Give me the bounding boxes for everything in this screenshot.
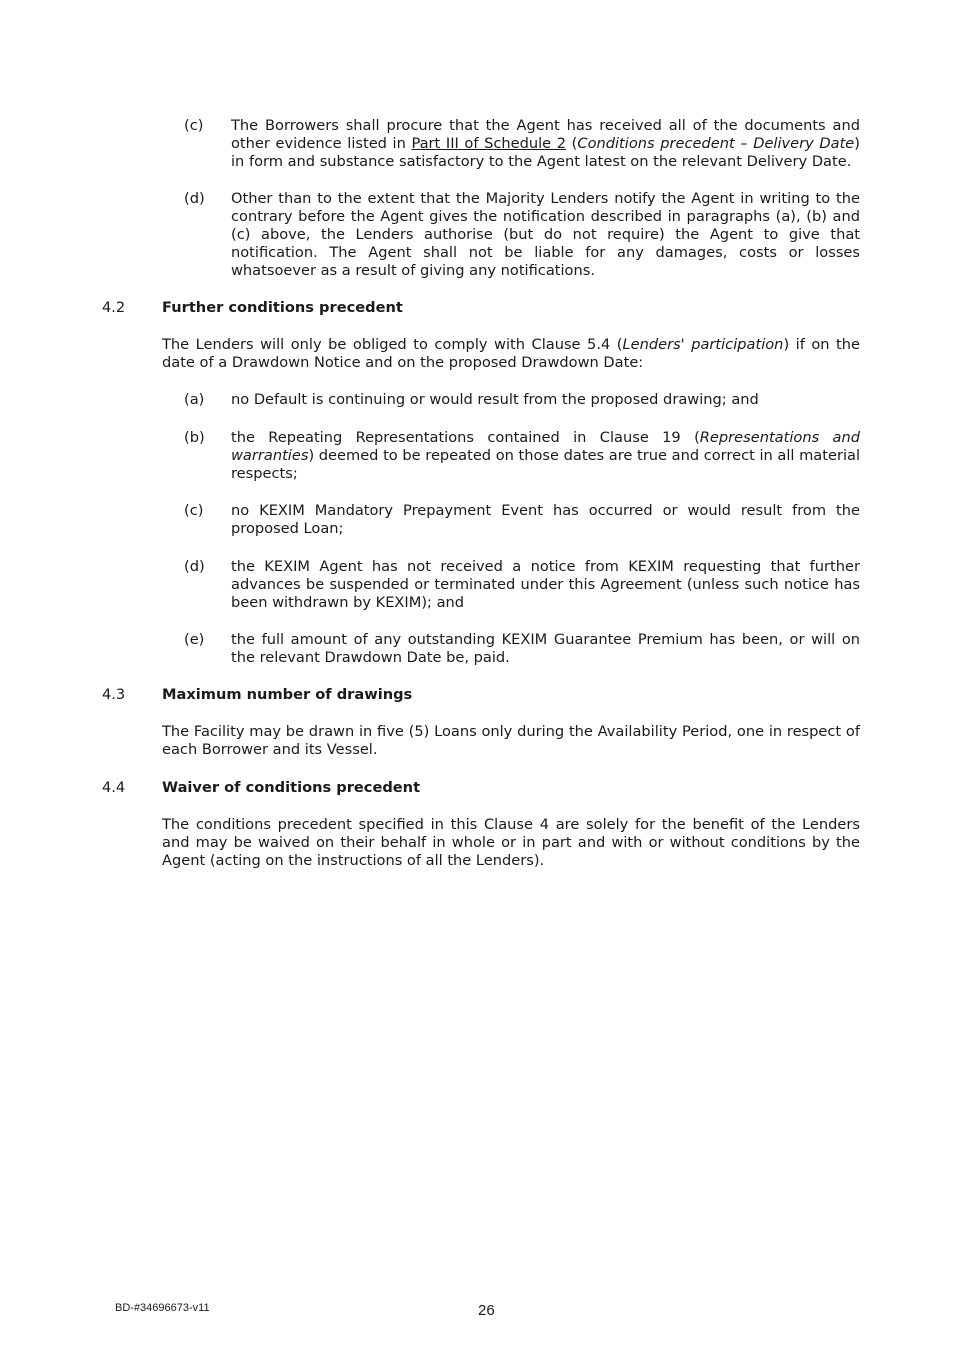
clause-title-4-4: Waiver of conditions precedent <box>162 779 421 796</box>
clause-title-4-2: Further conditions precedent <box>162 299 403 316</box>
page-number: 26 <box>478 1302 495 1319</box>
item-text: Other than to the extent that the Majority Lenders notify the Agent in writing to the contrary before the Agent gives the notification described in paragraphs (a), (b) and (c) above, the Lenders authorise (but do not require) the Agent to give that notification. The Agent shall not be liable for any damages, costs or losses whatsoever as a result of giving any notifications. <box>231 190 860 279</box>
item-label: (a) <box>184 391 205 408</box>
item-text: the Repeating Representations contained in Clause 19 (Representations and warranties) deemed to be repeated on those dates are true and correct in all material respects; <box>231 429 860 482</box>
clause-4-4-text: The conditions precedent specified in this Clause 4 are solely for the benefit of the Lenders and may be waived on their behalf in whole or in part and with or without conditions by the Agent (acting on the instructions of all the Lenders). <box>162 816 860 869</box>
item-text: the full amount of any outstanding KEXIM Guarantee Premium has been, or will on the relevant Drawdown Date be, paid. <box>231 631 860 666</box>
schedule-reference-link[interactable]: Part III of Schedule 2 <box>411 135 567 152</box>
item-text: no KEXIM Mandatory Prepayment Event has occurred or would result from the proposed Loan; <box>231 502 860 537</box>
item-text: no Default is continuing or would result from the proposed drawing; and <box>231 391 759 408</box>
clause-number-4-3: 4.3 <box>102 686 126 703</box>
clause-4-3-text: The Facility may be drawn in five (5) Loans only during the Availability Period, one in respect of each Borrower and its Vessel. <box>162 723 860 758</box>
clause-number-4-2: 4.2 <box>102 299 126 316</box>
clause-title-4-3: Maximum number of drawings <box>162 686 413 703</box>
item-label: (c) <box>184 502 204 519</box>
clause-4-2-intro: The Lenders will only be obliged to comply with Clause 5.4 (Lenders' participation) if on the date of a Drawdown Notice and on the proposed Drawdown Date: <box>162 336 861 371</box>
document-reference: BD-#34696673-v11 <box>115 1302 210 1314</box>
item-label: (d) <box>184 558 205 575</box>
item-label: (d) <box>184 190 205 207</box>
clause-number-4-4: 4.4 <box>102 779 126 796</box>
item-label: (b) <box>184 429 205 446</box>
item-text: The Borrowers shall procure that the Agent has received all of the documents and other evidence listed in Part III of Schedule 2 (Conditions precedent – Delivery Date) in form and substance satisfactory to the Agent latest on the relevant Delivery Date. <box>231 117 860 170</box>
item-label: (c) <box>184 117 204 134</box>
item-text: the KEXIM Agent has not received a notice from KEXIM requesting that further advances be suspended or terminated under this Agreement (unless such notice has been withdrawn by KEXIM); and <box>231 558 860 611</box>
item-label: (e) <box>184 631 205 648</box>
